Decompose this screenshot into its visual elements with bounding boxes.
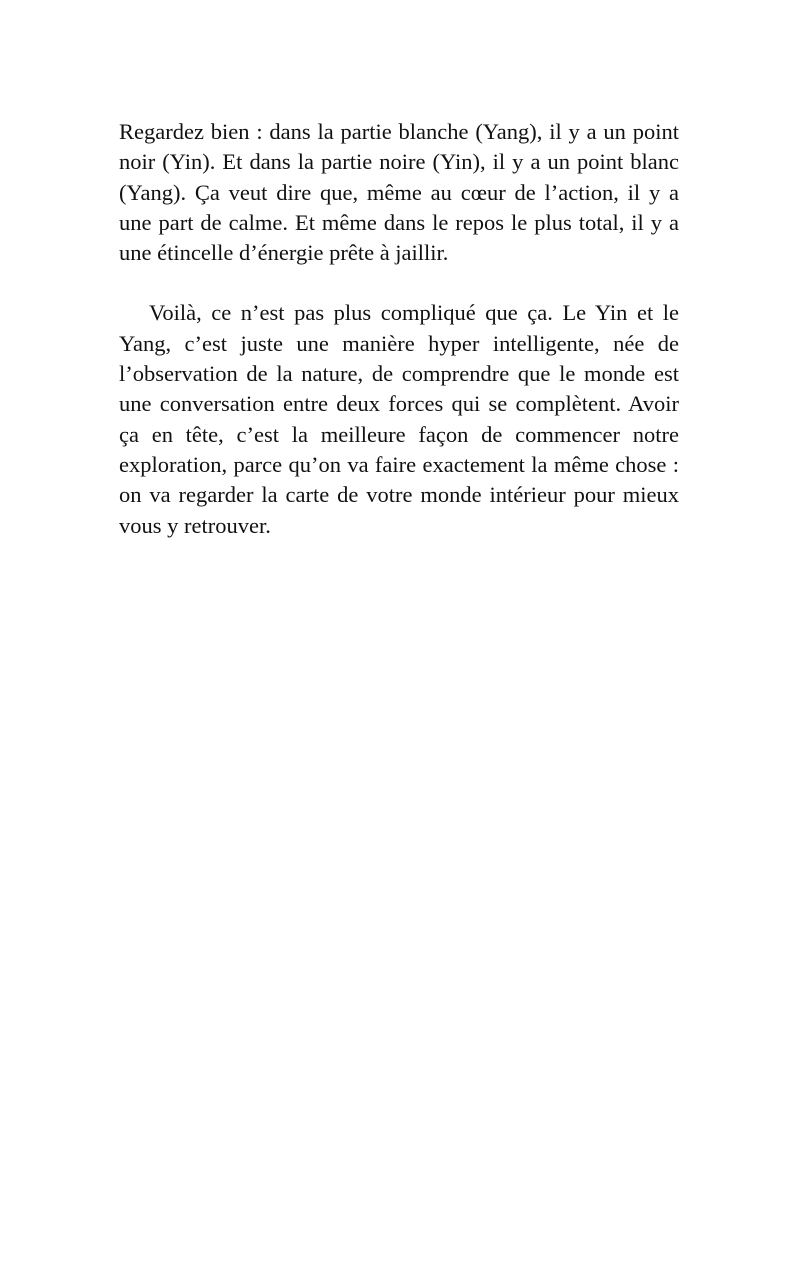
paragraph-conclusion: Voilà, ce n’est pas plus compliqué que ça. Le Yin et le Yang, c’est juste une manière hyper intelligente, née de l’observation de la nature, de comprendre que le monde est une conversation entre deux forces qui se complètent. Avoir ça en tête, c’est la meilleure façon de commencer notre exploration, parce qu’on va faire exactement la même chose : on va regarder la carte de votre monde intérieur pour mieux vous y retrouver. xyxy=(119,300,679,538)
paragraph-yin-yang-points: Regardez bien : dans la partie blanche (Yang), il y a un point noir (Yin). Et dans la partie noire (Yin), il y a un point blanc (Yang). Ça veut dire que, même au cœur de l’action, il y a une part de calme. Et même dans le repos le plus total, il y a une étincelle d’énergie prête à jaillir. xyxy=(119,119,679,266)
body-text xyxy=(119,117,679,541)
